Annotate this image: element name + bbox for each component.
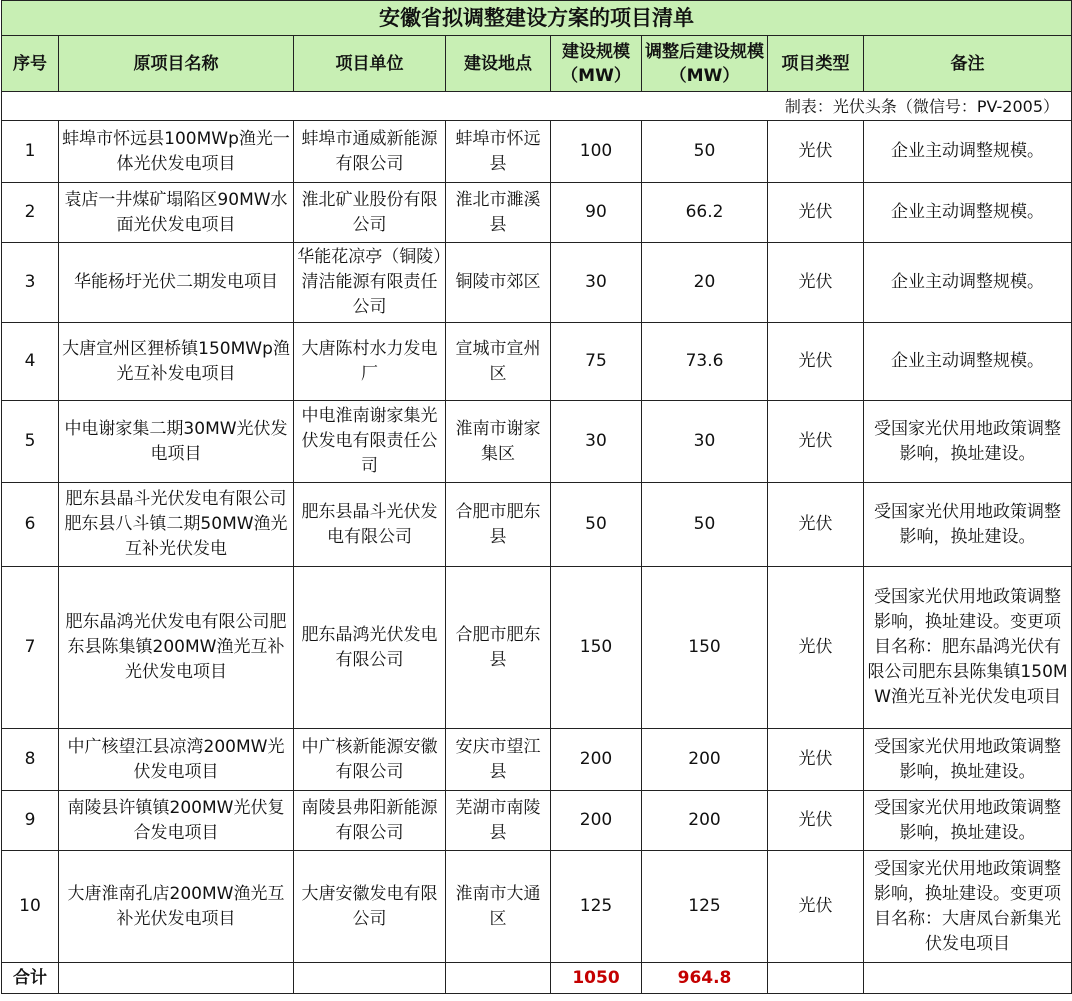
project-name: 肥东县晶斗光伏发电有限公司肥东县八斗镇二期50MW渔光互补光伏发电 [59,483,294,567]
row-number: 8 [2,729,59,791]
table-row [2,401,1072,483]
project-location: 铜陵市郊区 [446,243,551,323]
project-location: 淮南市大通区 [446,851,551,963]
project-location: 淮南市谢家集区 [446,401,551,483]
total-label: 合计 [2,963,59,994]
project-location: 安庆市望江县 [446,729,551,791]
header-row [2,36,1072,92]
table-row [2,851,1072,963]
header-name: 原项目名称 [59,36,294,92]
table-title: 安徽省拟调整建设方案的项目清单 [2,1,1072,36]
adjusted-scale: 66.2 [642,183,768,243]
header-remark: 备注 [864,36,1072,92]
row-number: 10 [2,851,59,963]
table-row [2,567,1072,729]
project-unit: 肥东晶鸿光伏发电有限公司 [294,567,446,729]
original-scale: 30 [551,401,642,483]
project-location: 合肥市肥东县 [446,567,551,729]
row-number: 4 [2,323,59,401]
project-name: 华能杨圩光伏二期发电项目 [59,243,294,323]
project-remark: 受国家光伏用地政策调整影响，换址建设。变更项目名称：大唐凤台新集光伏发电项目 [864,851,1072,963]
project-name: 肥东晶鸿光伏发电有限公司肥东县陈集镇200MW渔光互补光伏发电项目 [59,567,294,729]
project-remark: 企业主动调整规模。 [864,323,1072,401]
project-name: 大唐淮南孔店200MW渔光互补光伏发电项目 [59,851,294,963]
project-unit: 南陵县弗阳新能源有限公司 [294,791,446,851]
header-unit: 项目单位 [294,36,446,92]
project-unit: 大唐安徽发电有限公司 [294,851,446,963]
project-remark: 受国家光伏用地政策调整影响，换址建设。 [864,401,1072,483]
project-unit: 大唐陈村水力发电厂 [294,323,446,401]
table-row [2,483,1072,567]
project-remark: 企业主动调整规模。 [864,243,1072,323]
adjusted-scale: 50 [642,121,768,183]
project-remark: 受国家光伏用地政策调整影响，换址建设。 [864,729,1072,791]
source-note: 制表：光伏头条（微信号：PV-2005） [2,92,1072,121]
project-type: 光伏 [768,567,864,729]
header-scale: 建设规模（MW） [551,36,642,92]
original-scale: 30 [551,243,642,323]
project-remark: 受国家光伏用地政策调整影响，换址建设。 [864,483,1072,567]
header-place: 建设地点 [446,36,551,92]
project-type: 光伏 [768,183,864,243]
original-scale: 125 [551,851,642,963]
project-unit: 中广核新能源安徽有限公司 [294,729,446,791]
project-remark: 受国家光伏用地政策调整影响，换址建设。变更项目名称：肥东晶鸿光伏有限公司肥东县陈集镇150MW渔光互补光伏发电项目 [864,567,1072,729]
row-number: 1 [2,121,59,183]
project-unit: 华能花凉亭（铜陵）清洁能源有限责任公司 [294,243,446,323]
project-location: 芜湖市南陵县 [446,791,551,851]
adjusted-scale: 125 [642,851,768,963]
original-scale: 200 [551,729,642,791]
adjusted-scale: 150 [642,567,768,729]
project-remark: 受国家光伏用地政策调整影响，换址建设。 [864,791,1072,851]
row-number: 5 [2,401,59,483]
total-row [2,963,1072,994]
adjusted-scale: 30 [642,401,768,483]
adjusted-scale: 50 [642,483,768,567]
project-name: 南陵县许镇镇200MW光伏复合发电项目 [59,791,294,851]
project-location: 蚌埠市怀远县 [446,121,551,183]
project-type: 光伏 [768,791,864,851]
adjusted-scale: 20 [642,243,768,323]
original-scale: 50 [551,483,642,567]
table-row [2,323,1072,401]
project-remark: 企业主动调整规模。 [864,183,1072,243]
project-type: 光伏 [768,121,864,183]
original-scale: 75 [551,323,642,401]
header-type: 项目类型 [768,36,864,92]
project-type: 光伏 [768,243,864,323]
table-row [2,121,1072,183]
total-empty [446,963,551,994]
project-remark: 企业主动调整规模。 [864,121,1072,183]
original-scale: 150 [551,567,642,729]
project-type: 光伏 [768,401,864,483]
table-row [2,183,1072,243]
total-empty [864,963,1072,994]
project-name: 中电谢家集二期30MW光伏发电项目 [59,401,294,483]
adjusted-scale: 200 [642,791,768,851]
row-number: 6 [2,483,59,567]
project-type: 光伏 [768,729,864,791]
project-location: 宣城市宣州区 [446,323,551,401]
original-scale: 90 [551,183,642,243]
project-location: 淮北市濉溪县 [446,183,551,243]
project-name: 大唐宣州区狸桥镇150MWp渔光互补发电项目 [59,323,294,401]
total-empty [59,963,294,994]
project-type: 光伏 [768,483,864,567]
project-list-table [1,0,1072,994]
project-unit: 中电淮南谢家集光伏发电有限责任公司 [294,401,446,483]
header-adjusted: 调整后建设规模（MW） [642,36,768,92]
total-scale: 1050 [551,963,642,994]
total-empty [294,963,446,994]
table-row [2,243,1072,323]
header-no: 序号 [2,36,59,92]
project-unit: 肥东县晶斗光伏发电有限公司 [294,483,446,567]
total-empty [768,963,864,994]
row-number: 3 [2,243,59,323]
project-unit: 蚌埠市通威新能源有限公司 [294,121,446,183]
project-name: 蚌埠市怀远县100MWp渔光一体光伏发电项目 [59,121,294,183]
project-name: 袁店一井煤矿塌陷区90MW水面光伏发电项目 [59,183,294,243]
table-row [2,791,1072,851]
table-row [2,729,1072,791]
note-row [2,92,1072,121]
adjusted-scale: 200 [642,729,768,791]
row-number: 7 [2,567,59,729]
project-location: 合肥市肥东县 [446,483,551,567]
project-type: 光伏 [768,851,864,963]
adjusted-scale: 73.6 [642,323,768,401]
title-row [2,1,1072,36]
row-number: 9 [2,791,59,851]
project-name: 中广核望江县凉湾200MW光伏发电项目 [59,729,294,791]
row-number: 2 [2,183,59,243]
project-unit: 淮北矿业股份有限公司 [294,183,446,243]
total-adjusted: 964.8 [642,963,768,994]
original-scale: 100 [551,121,642,183]
project-type: 光伏 [768,323,864,401]
original-scale: 200 [551,791,642,851]
